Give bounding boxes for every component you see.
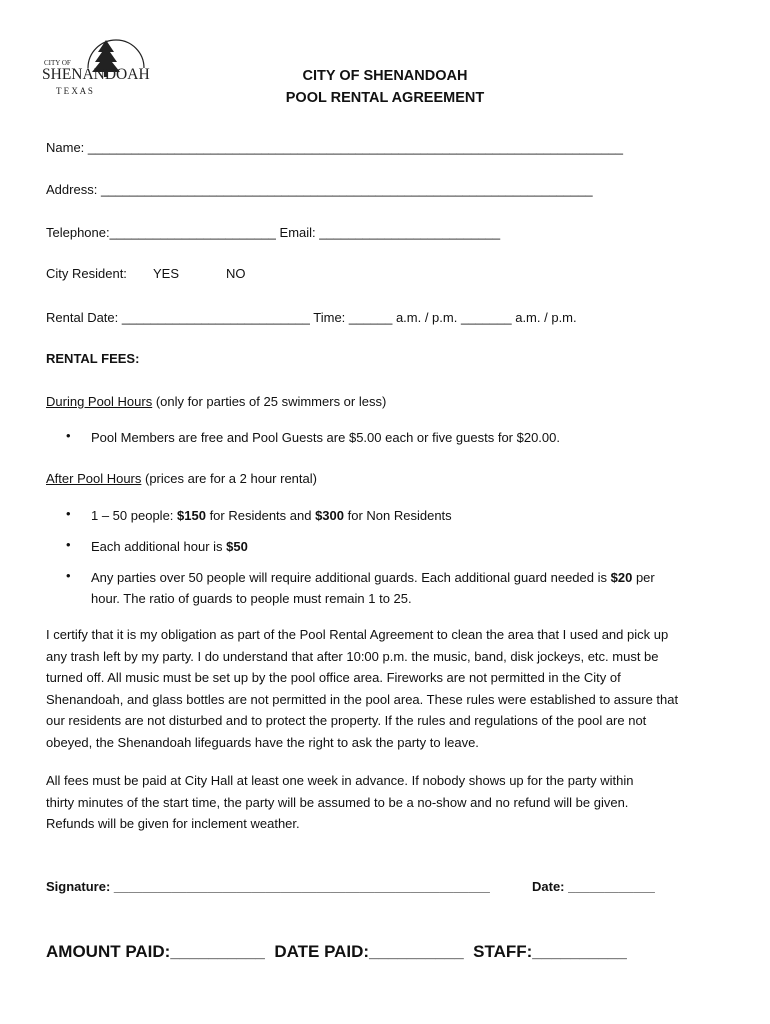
logo-name: SHENANDOAH: [42, 66, 150, 83]
bullet-2-text: Each additional hour is: [91, 539, 227, 554]
resident-yes-option[interactable]: YES: [153, 266, 180, 281]
staff-label: STAFF:: [473, 942, 533, 961]
after-hours-bullet-1: [91, 505, 452, 526]
bullet-icon: •: [66, 568, 71, 583]
during-hours-note: (only for parties of 25 swimmers or less): [155, 394, 387, 409]
certify-line: any trash left by my party. I do understand that after 10:00 p.m. the music, band, disk jockeys, etc. must be: [46, 648, 659, 664]
fees-paragraph: [46, 770, 736, 835]
signature-date-row: [532, 879, 655, 894]
resident-label: City Resident:: [46, 266, 127, 281]
address-row: [46, 182, 593, 197]
bullet-3-post: per: [632, 570, 655, 585]
bullet-icon: •: [66, 506, 71, 521]
signature-row: [46, 879, 490, 894]
certify-line: our residents are not disturbed and to protect the property. If the rules and regulations of the pool are not: [46, 713, 647, 729]
date-paid-field[interactable]: __________: [369, 942, 464, 961]
logo-state: T E X A S: [56, 86, 93, 96]
bullet-1-text: 1 – 50 people:: [91, 508, 178, 523]
guard-price: $20: [610, 570, 633, 585]
after-hours-title: After Pool Hours: [46, 471, 142, 486]
telephone-field[interactable]: _______________________: [109, 225, 276, 240]
fees-line: thirty minutes of the start time, the party will be assumed to be a no-show and no refund will be given.: [46, 794, 629, 810]
office-use-row: [46, 942, 627, 962]
rental-date-label: Rental Date:: [46, 310, 119, 325]
email-field[interactable]: _________________________: [319, 225, 501, 240]
start-time-field[interactable]: ______: [348, 310, 393, 325]
after-hours-note: (prices are for a 2 hour rental): [145, 471, 317, 486]
during-hours-row: [46, 394, 386, 409]
additional-hour-price: $50: [226, 539, 248, 554]
email-label: Email:: [279, 225, 316, 240]
start-ampm: a.m. / p.m.: [395, 310, 458, 325]
signature-field[interactable]: ____________________________________________________: [113, 879, 490, 894]
name-label: Name:: [46, 140, 85, 155]
during-hours-bullet: Pool Members are free and Pool Guests are $5.00 each or five guests for $20.00.: [91, 430, 560, 445]
resident-no-option[interactable]: NO: [226, 266, 246, 281]
name-row: [46, 140, 623, 155]
fees-line: All fees must be paid at City Hall at least one week in advance. If nobody shows up for the party within: [46, 773, 634, 788]
doc-title-agreement: POOL RENTAL AGREEMENT: [285, 90, 485, 106]
bullet-icon: •: [66, 428, 71, 443]
bullet-3-text: Any parties over 50 people will require additional guards. Each additional guard needed is: [91, 570, 611, 585]
certify-line: turned off. All music must be set up by the pool office area. Fireworks are not permitted in the City of: [46, 670, 621, 686]
certify-line: I certify that it is my obligation as part of the Pool Rental Agreement to clean the area that I used and pick up: [46, 627, 669, 642]
address-field[interactable]: ____________________________________________________________________: [100, 182, 593, 197]
resident-price: $150: [177, 508, 206, 523]
rental-fees-heading: RENTAL FEES:: [46, 351, 140, 366]
end-ampm: a.m. / p.m.: [515, 310, 577, 325]
address-label: Address:: [46, 182, 98, 197]
name-field[interactable]: __________________________________________________________________________: [87, 140, 623, 155]
after-hours-bullet-3-line2: hour. The ratio of guards to people must remain 1 to 25.: [91, 591, 412, 606]
rental-date-field[interactable]: __________________________: [121, 310, 310, 325]
time-label: Time:: [313, 310, 346, 325]
signature-date-label: Date:: [532, 879, 565, 894]
after-hours-bullet-3: [91, 567, 655, 588]
amount-paid-label: AMOUNT PAID:: [46, 942, 171, 961]
certify-line: Shenandoah, and glass bottles are not permitted in the pool area. These rules were established to assure that: [46, 691, 679, 707]
bullet-1-mid: for Residents and: [205, 508, 316, 523]
during-hours-title: During Pool Hours: [46, 394, 153, 409]
non-resident-price: $300: [315, 508, 344, 523]
date-paid-label: DATE PAID:: [274, 942, 370, 961]
after-hours-bullet-2: [91, 536, 248, 557]
staff-field[interactable]: __________: [532, 942, 627, 961]
certify-line: obeyed, the Shenandoah lifeguards have the right to ask the party to leave.: [46, 734, 479, 750]
contact-row: [46, 225, 500, 240]
amount-paid-field[interactable]: __________: [170, 942, 265, 961]
end-time-field[interactable]: _______: [460, 310, 512, 325]
telephone-label: Telephone:: [46, 225, 110, 240]
after-hours-row: [46, 471, 317, 486]
signature-label: Signature:: [46, 879, 111, 894]
logo-city-of: CITY OF: [44, 59, 71, 67]
bullet-icon: •: [66, 537, 71, 552]
fees-line: Refunds will be given for inclement weather.: [46, 816, 300, 832]
doc-title-city: CITY OF SHENANDOAH: [302, 68, 468, 84]
bullet-1-post: for Non Residents: [344, 508, 452, 523]
rental-date-row: [46, 310, 577, 325]
signature-date-field[interactable]: ____________: [568, 879, 655, 894]
certification-paragraph: [46, 624, 736, 754]
